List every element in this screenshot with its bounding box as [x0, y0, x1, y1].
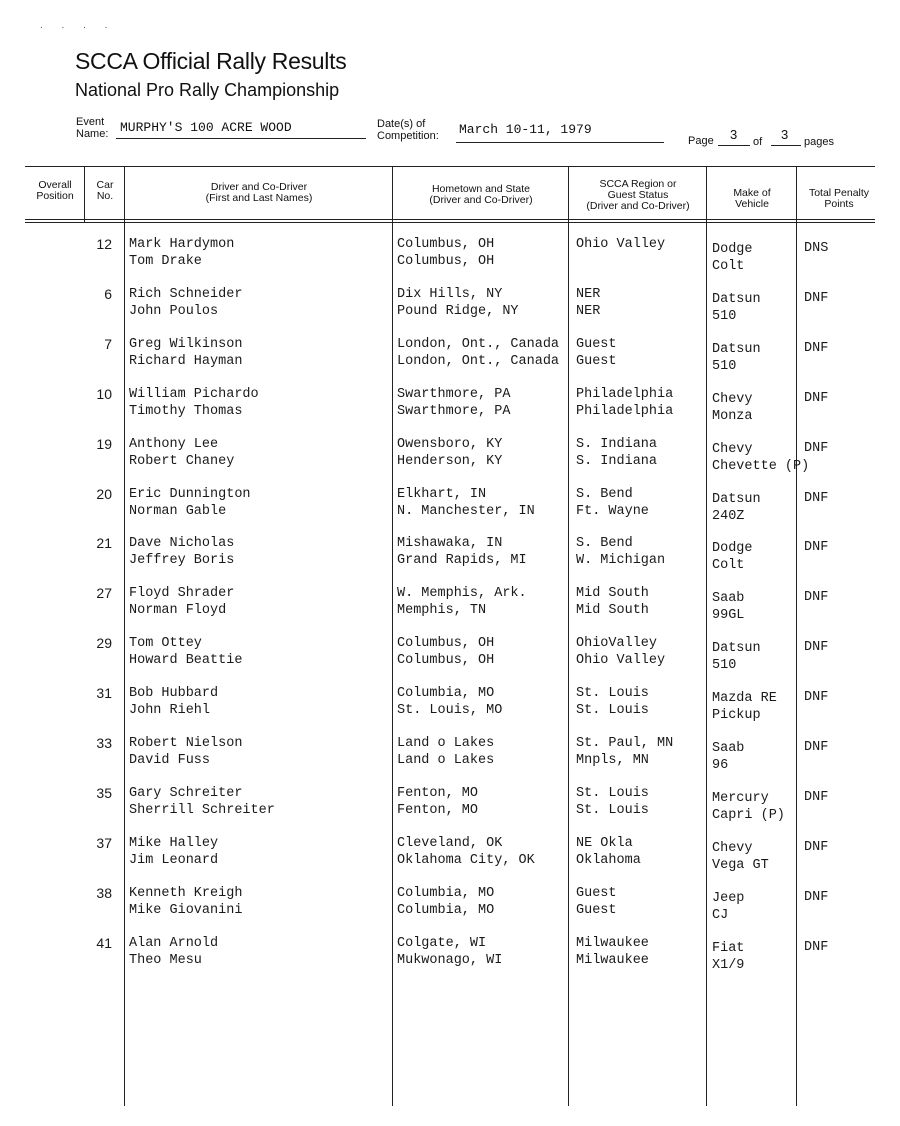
table-top-border — [25, 166, 875, 167]
co-driver-region: Mid South — [576, 603, 649, 619]
driver-hometown: Columbia, MO — [397, 885, 495, 901]
driver-hometown: Land o Lakes — [397, 736, 495, 751]
vehicle-model: Colt — [712, 558, 745, 574]
page-total: 3 — [781, 127, 789, 142]
col-divider-driver — [392, 166, 393, 1106]
col-header-line: (First and Last Names) — [205, 192, 313, 204]
driver-region: St. Paul, MN — [576, 736, 674, 751]
vehicle-model: CJ — [712, 907, 729, 923]
penalty-points: DNS — [804, 241, 829, 256]
col-header-hometown — [394, 184, 568, 206]
table-header-border — [25, 219, 875, 220]
driver-name: Tom Ottey — [129, 636, 202, 652]
car-number: 7 — [104, 335, 112, 352]
col-header-line: (Driver and Co-Driver) — [586, 200, 690, 212]
driver-name: Floyd Shrader — [129, 586, 235, 602]
car-number: 35 — [96, 784, 112, 801]
dates-label-line1: Date(s) of — [377, 118, 426, 130]
col-divider-region — [706, 166, 707, 1106]
driver-name: Kenneth Kreigh — [129, 885, 243, 901]
co-driver-region: Ft. Wayne — [576, 503, 649, 519]
vehicle-model: Monza — [712, 408, 753, 424]
vehicle-make: Datsun — [712, 491, 761, 507]
driver-region: NE Okla — [576, 835, 633, 851]
driver-name: Mark Hardymon — [129, 237, 235, 252]
driver-region: S. Indiana — [576, 436, 658, 452]
driver-hometown: Dix Hills, NY — [397, 286, 503, 302]
vehicle-model: 99GL — [712, 608, 745, 624]
car-number: 38 — [96, 884, 112, 901]
col-header-line: Overall — [38, 179, 72, 191]
co-driver-hometown: Memphis, TN — [397, 603, 487, 619]
vehicle-model: X1/9 — [712, 957, 745, 973]
driver-hometown: Swarthmore, PA — [397, 386, 511, 402]
vehicle-model: Vega GT — [712, 857, 769, 873]
co-driver-hometown: Columbus, OH — [397, 254, 495, 269]
driver-hometown: Colgate, WI — [397, 935, 487, 951]
penalty-points: DNF — [804, 540, 829, 556]
event-label-line1: Event — [76, 116, 105, 128]
driver-name: Alan Arnold — [129, 935, 219, 951]
car-number: 20 — [96, 485, 112, 502]
vehicle-make: Chevy — [712, 441, 753, 457]
event-name-underline — [116, 138, 366, 139]
co-driver-name: Sherrill Schreiter — [129, 802, 275, 818]
penalty-points: DNF — [804, 889, 829, 905]
penalty-points: DNF — [804, 939, 829, 955]
co-driver-hometown: St. Louis, MO — [397, 703, 503, 719]
driver-name: Greg Wilkinson — [129, 336, 243, 352]
driver-name: Anthony Lee — [129, 436, 219, 452]
pages-label: pages — [804, 136, 834, 148]
col-header-position — [26, 180, 84, 202]
driver-name: Eric Dunnington — [129, 486, 251, 502]
col-header-line: Guest Status — [607, 189, 669, 201]
co-driver-region: Guest — [576, 902, 617, 918]
col-divider-hometown — [568, 166, 569, 1106]
co-driver-hometown: Mukwonago, WI — [397, 952, 503, 968]
driver-hometown: Fenton, MO — [397, 785, 479, 801]
col-header-line: Vehicle — [735, 198, 769, 210]
car-number: 41 — [96, 934, 112, 951]
vehicle-model: Chevette (P) — [712, 458, 810, 474]
co-driver-name: Norman Floyd — [129, 603, 227, 619]
col-header-penalty — [798, 188, 880, 210]
co-driver-region: Guest — [576, 353, 617, 369]
co-driver-hometown: Columbia, MO — [397, 902, 495, 918]
driver-region: Milwaukee — [576, 935, 649, 951]
driver-hometown: W. Memphis, Ark. — [397, 586, 527, 602]
dates-label — [377, 118, 439, 142]
col-header-line: (Driver and Co-Driver) — [429, 194, 533, 206]
car-number: 19 — [96, 435, 112, 452]
vehicle-make: Datsun — [712, 641, 761, 657]
co-driver-region: Oklahoma — [576, 852, 641, 868]
co-driver-hometown: London, Ont., Canada — [397, 353, 560, 369]
vehicle-make: Datsun — [712, 291, 761, 307]
vehicle-make: Fiat — [712, 940, 745, 956]
driver-hometown: Owensboro, KY — [397, 436, 503, 452]
penalty-points: DNF — [804, 490, 829, 506]
vehicle-make: Saab — [712, 591, 745, 607]
page-subtitle: National Pro Rally Championship — [75, 80, 340, 100]
co-driver-name: Mike Giovanini — [129, 902, 243, 918]
penalty-points: DNF — [804, 340, 829, 356]
co-driver-region: Mnpls, MN — [576, 753, 649, 768]
vehicle-model: Pickup — [712, 708, 761, 724]
driver-region: Guest — [576, 885, 617, 901]
co-driver-name: Howard Beattie — [129, 653, 243, 669]
driver-region: St. Louis — [576, 686, 649, 702]
car-number: 6 — [104, 285, 112, 302]
driver-region: Guest — [576, 336, 617, 352]
event-name: MURPHY'S 100 ACRE WOOD — [120, 120, 292, 135]
driver-hometown: Mishawaka, IN — [397, 536, 503, 552]
col-header-line: Driver and Co-Driver — [210, 181, 308, 193]
vehicle-make: Dodge — [712, 541, 753, 557]
col-header-driver — [126, 182, 392, 204]
event-label-line2: Name: — [76, 128, 109, 140]
penalty-points: DNF — [804, 390, 829, 406]
car-number: 31 — [96, 685, 112, 702]
co-driver-region: S. Indiana — [576, 453, 658, 469]
col-header-line: Car — [96, 179, 114, 191]
page-label: Page — [688, 135, 714, 147]
driver-name: Dave Nicholas — [129, 536, 235, 552]
driver-name: Mike Halley — [129, 835, 219, 851]
vehicle-model: 96 — [712, 758, 729, 773]
penalty-points: DNF — [804, 590, 829, 606]
co-driver-region: NER — [576, 303, 601, 319]
co-driver-name: Norman Gable — [129, 503, 227, 519]
col-divider-car — [124, 166, 125, 1106]
driver-region: OhioValley — [576, 636, 658, 652]
co-driver-name: David Fuss — [129, 753, 211, 768]
driver-name: Gary Schreiter — [129, 785, 243, 801]
driver-region: Philadelphia — [576, 386, 674, 402]
vehicle-make: Datsun — [712, 341, 761, 357]
driver-hometown: Columbus, OH — [397, 636, 495, 652]
col-header-line: Make of — [733, 187, 771, 199]
col-divider-position — [84, 166, 85, 222]
penalty-points: DNF — [804, 640, 829, 656]
co-driver-region: Philadelphia — [576, 403, 674, 419]
of-label: of — [753, 136, 763, 148]
col-header-make — [708, 188, 796, 210]
co-driver-name: Theo Mesu — [129, 952, 202, 968]
car-number: 12 — [96, 236, 112, 252]
competition-dates: March 10-11, 1979 — [459, 122, 592, 137]
driver-hometown: Cleveland, OK — [397, 835, 503, 851]
vehicle-make: Dodge — [712, 242, 753, 257]
driver-hometown: Columbus, OH — [397, 237, 495, 252]
driver-region: NER — [576, 286, 601, 302]
penalty-points: DNF — [804, 290, 829, 306]
car-number: 27 — [96, 585, 112, 602]
co-driver-hometown: Columbus, OH — [397, 653, 495, 669]
penalty-points: DNF — [804, 740, 829, 755]
col-divider-make — [796, 166, 797, 1106]
co-driver-hometown: Swarthmore, PA — [397, 403, 511, 419]
car-number: 37 — [96, 834, 112, 851]
col-header-line: SCCA Region or — [599, 178, 677, 190]
vehicle-model: 510 — [712, 358, 737, 374]
co-driver-hometown: Oklahoma City, OK — [397, 852, 535, 868]
vehicle-model: 240Z — [712, 508, 745, 524]
event-label — [76, 116, 108, 140]
co-driver-hometown: N. Manchester, IN — [397, 503, 535, 519]
col-header-line: Hometown and State — [431, 183, 531, 195]
co-driver-hometown: Land o Lakes — [397, 753, 495, 768]
penalty-points: DNF — [804, 789, 829, 805]
col-header-line: Total Penalty — [808, 187, 870, 199]
co-driver-hometown: Fenton, MO — [397, 802, 479, 818]
co-driver-name: John Riehl — [129, 703, 211, 719]
co-driver-region: St. Louis — [576, 703, 649, 719]
driver-region: Mid South — [576, 586, 649, 602]
car-number: 29 — [96, 635, 112, 652]
page-number-underline — [718, 145, 750, 146]
co-driver-hometown: Henderson, KY — [397, 453, 503, 469]
vehicle-make: Mazda RE — [712, 691, 777, 707]
co-driver-hometown: Pound Ridge, NY — [397, 303, 519, 319]
dates-underline — [456, 142, 664, 143]
col-header-line: Points — [824, 198, 854, 210]
driver-region: S. Bend — [576, 536, 633, 552]
co-driver-name: Timothy Thomas — [129, 403, 243, 419]
col-header-line: No. — [96, 190, 114, 202]
co-driver-name: Jeffrey Boris — [129, 553, 235, 569]
page-title: SCCA Official Rally Results — [75, 48, 347, 74]
driver-name: Rich Schneider — [129, 286, 243, 302]
vehicle-model: 510 — [712, 658, 737, 674]
dates-label-line2: Competition: — [377, 130, 439, 142]
car-number: 21 — [96, 535, 112, 552]
vehicle-make: Saab — [712, 741, 745, 756]
vehicle-make: Mercury — [712, 790, 769, 806]
co-driver-name: Richard Hayman — [129, 353, 243, 369]
co-driver-name: Tom Drake — [129, 254, 202, 269]
driver-name: Robert Nielson — [129, 736, 243, 751]
car-number: 33 — [96, 735, 112, 751]
co-driver-region: Ohio Valley — [576, 653, 666, 669]
driver-hometown: Columbia, MO — [397, 686, 495, 702]
scan-specks: . . . . — [40, 20, 116, 31]
vehicle-model: 510 — [712, 308, 737, 324]
driver-hometown: Elkhart, IN — [397, 486, 487, 502]
penalty-points: DNF — [804, 839, 829, 855]
co-driver-region: Milwaukee — [576, 952, 649, 968]
driver-region: St. Louis — [576, 785, 649, 801]
vehicle-model: Capri (P) — [712, 807, 785, 823]
driver-hometown: London, Ont., Canada — [397, 336, 560, 352]
col-header-region — [570, 179, 706, 212]
co-driver-name: Robert Chaney — [129, 453, 235, 469]
driver-region: Ohio Valley — [576, 237, 666, 252]
penalty-points: DNF — [804, 690, 829, 706]
vehicle-make: Jeep — [712, 890, 745, 906]
co-driver-region: St. Louis — [576, 802, 649, 818]
co-driver-region: W. Michigan — [576, 553, 666, 569]
driver-region: S. Bend — [576, 486, 633, 502]
co-driver-name: John Poulos — [129, 303, 219, 319]
driver-name: Bob Hubbard — [129, 686, 219, 702]
co-driver-hometown: Grand Rapids, MI — [397, 553, 527, 569]
page-total-underline — [771, 145, 801, 146]
co-driver-name: Jim Leonard — [129, 852, 219, 868]
col-header-line: Position — [36, 190, 74, 202]
vehicle-make: Chevy — [712, 840, 753, 856]
page-number: 3 — [730, 127, 738, 142]
car-number: 10 — [96, 385, 112, 402]
penalty-points: DNF — [804, 440, 829, 456]
driver-name: William Pichardo — [129, 386, 259, 402]
col-header-car — [86, 180, 124, 202]
vehicle-make: Chevy — [712, 391, 753, 407]
vehicle-model: Colt — [712, 259, 745, 274]
table-header-border-double — [25, 222, 875, 223]
